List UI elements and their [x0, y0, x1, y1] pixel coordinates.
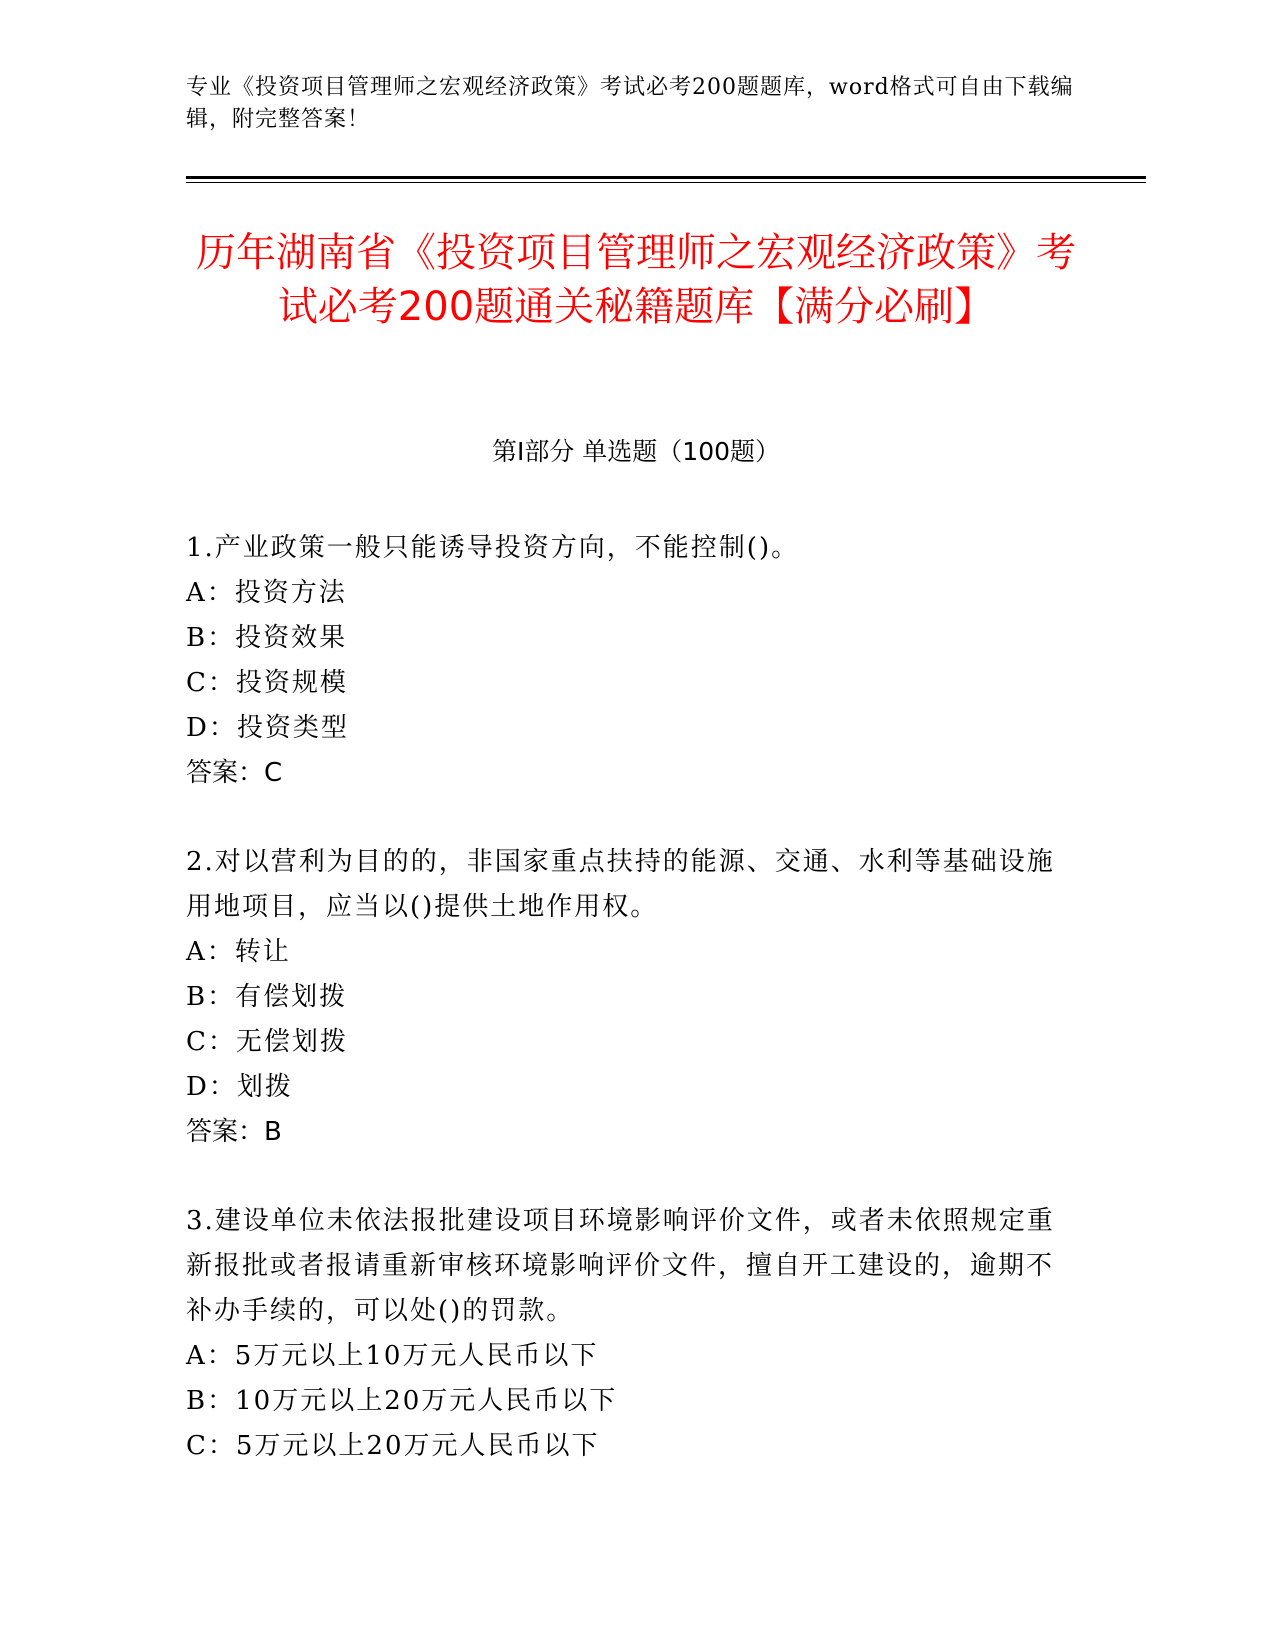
option-a: A：转让: [186, 937, 291, 967]
question-2: [186, 840, 1066, 1155]
document-title: 历年湖南省《投资项目管理师之宏观经济政策》考试必考200题通关秘籍题库【满分必刷】: [196, 230, 1076, 330]
option-b: B：有偿划拨: [186, 982, 348, 1012]
question-1: [186, 526, 1066, 796]
option-b: B：投资效果: [186, 623, 348, 653]
option-a: A：5万元以上10万元人民币以下: [186, 1341, 599, 1371]
option-c: C：无偿划拨: [186, 1027, 348, 1057]
question-stem: 3.建设单位未依法报批建设项目环境影响评价文件，或者未依照规定重新报批或者报请重新审核环境影响评价文件，擅自开工建设的，逾期不补办手续的，可以处()的罚款。: [186, 1206, 1055, 1326]
header-rule-thick: [186, 176, 1146, 179]
answer: 答案：C: [186, 758, 283, 788]
option-d: D：划拨: [186, 1072, 293, 1102]
question-stem: 1.产业政策一般只能诱导投资方向，不能控制()。: [186, 533, 800, 563]
question-3: [186, 1199, 1066, 1469]
header-rule-thin: [186, 182, 1146, 183]
section-title: 第I部分 单选题（100题）: [491, 437, 781, 466]
option-d: D：投资类型: [186, 713, 349, 743]
header-note: 专业《投资项目管理师之宏观经济政策》考试必考200题题库，word格式可自由下载编辑，附完整答案！: [186, 75, 1074, 132]
answer: 答案：B: [186, 1117, 282, 1147]
question-stem: 2.对以营利为目的的，非国家重点扶持的能源、交通、水利等基础设施用地项目，应当以()提供土地作用权。: [186, 847, 1055, 922]
option-a: A：投资方法: [186, 578, 347, 608]
option-c: C：投资规模: [186, 668, 348, 698]
option-b: B：10万元以上20万元人民币以下: [186, 1386, 618, 1416]
option-c: C：5万元以上20万元人民币以下: [186, 1431, 600, 1461]
question-list: [186, 526, 1066, 1513]
